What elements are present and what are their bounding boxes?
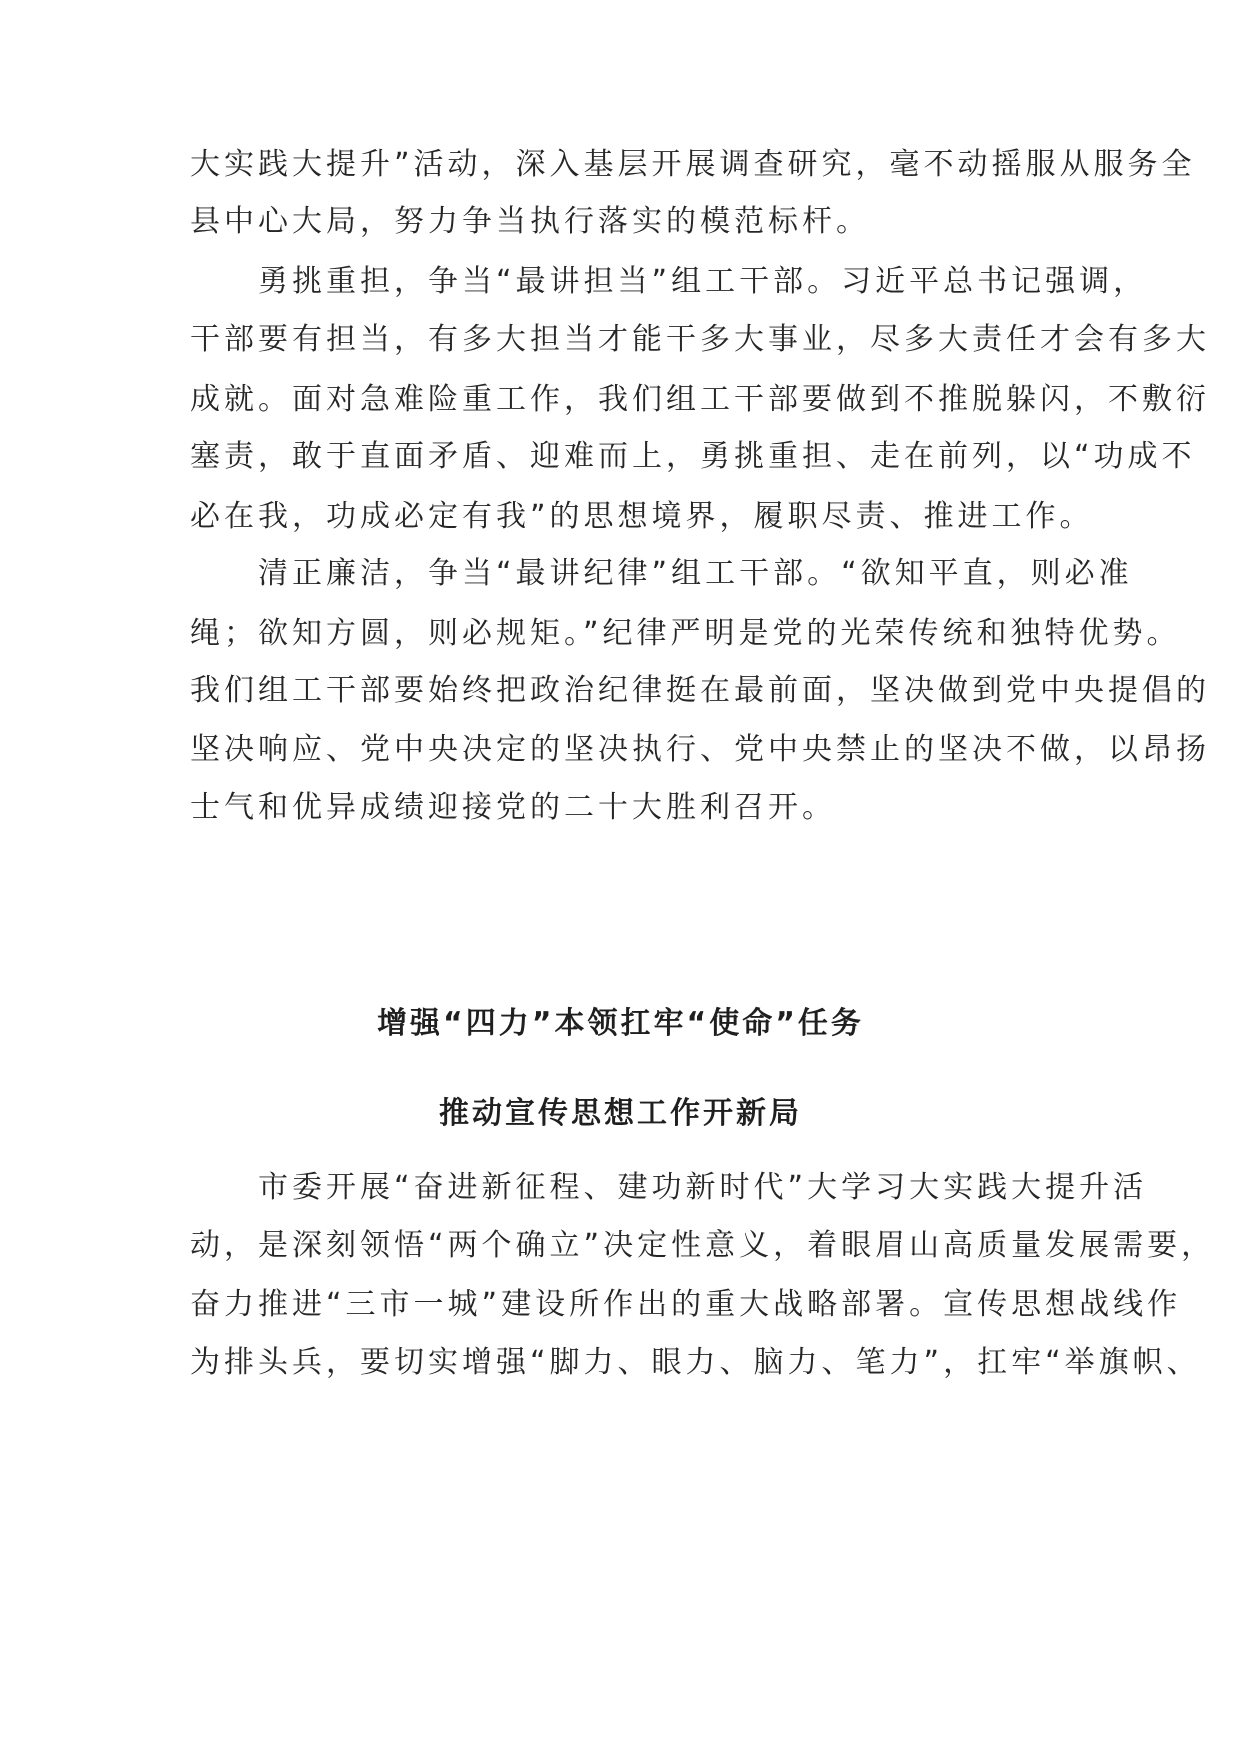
paragraph-line: 县中心大局，努力争当执行落实的模范标杆。 <box>190 204 870 239</box>
paragraph-line: 清正廉洁，争当“最讲纪律”组工干部。“欲知平直，则必准 <box>258 556 1133 591</box>
paragraph-line: 干部要有担当，有多大担当才能干多大事业，尽多大责任才会有多大 <box>190 322 1210 357</box>
paragraph-line: 勇挑重担，争当“最讲担当”组工干部。习近平总书记强调， <box>258 264 1148 299</box>
article-title-line-2: 推动宣传思想工作开新局 <box>439 1096 802 1131</box>
paragraph-line: 市委开展“奋进新征程、建功新时代”大学习大实践大提升活 <box>258 1170 1148 1205</box>
paragraph-line: 奋力推进“三市一城”建设所作出的重大战略部署。宣传思想战线作 <box>190 1287 1182 1322</box>
paragraph-line: 我们组工干部要始终把政治纪律挺在最前面，坚决做到党中央提倡的 <box>190 673 1210 708</box>
paragraph-line: 动，是深刻领悟“两个确立”决定性意义，着眼眉山高质量发展需要， <box>190 1228 1216 1263</box>
paragraph-line: 必在我，功成必定有我”的思想境界，履职尽责、推进工作。 <box>190 499 1094 534</box>
article-title-line-1: 增强“四力”本领扛牢“使命”任务 <box>377 1006 864 1041</box>
paragraph-line: 绳；欲知方圆，则必规矩。”纪律严明是党的光荣传统和独特优势。 <box>190 616 1181 651</box>
paragraph-line: 塞责，敢于直面矛盾、迎难而上，勇挑重担、走在前列，以“功成不 <box>190 439 1196 474</box>
paragraph-line: 成就。面对急难险重工作，我们组工干部要做到不推脱躲闪，不敷衍 <box>190 382 1210 417</box>
paragraph-line: 为排头兵，要切实增强“脚力、眼力、脑力、笔力”，扛牢“举旗帜、 <box>190 1345 1201 1380</box>
paragraph-line: 大实践大提升”活动，深入基层开展调查研究，毫不动摇服从服务全 <box>190 147 1196 182</box>
paragraph-line: 坚决响应、党中央决定的坚决执行、党中央禁止的坚决不做，以昂扬 <box>190 732 1210 767</box>
paragraph-line: 士气和优异成绩迎接党的二十大胜利召开。 <box>190 790 836 825</box>
